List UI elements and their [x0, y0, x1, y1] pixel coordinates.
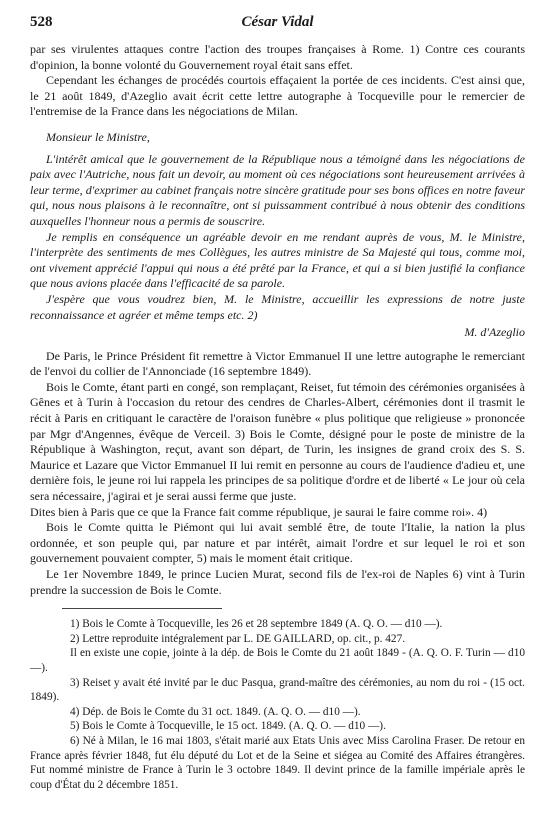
- footnote: 5) Bois le Comte à Tocqueville, le 15 oct. 1849. (A. Q. O. — d10 —).: [70, 720, 386, 733]
- footnote: Il en existe une copie, jointe à la dép. de Bois le Comte du 21 août 1849 - (A. Q. O. F. Turin — d10 —).: [30, 647, 525, 674]
- quoted-letter: [30, 152, 525, 324]
- footnote-divider: [62, 608, 222, 609]
- footnotes: [30, 617, 525, 792]
- letter-paragraph: L'intérêt amical que le gouvernement de la République nous a témoigné dans les négociations de paix avec l'Autriche, nous fait un devoir, au moment où ces négociations sont heureusement arrivées à leur terme, d'exprimer au cabinet français notre sincère gratitude pour ses bons offices en notre faveur qui, nous nous plaisons à le reconnaître, ont si puissamment contribué à nous obtenir des conditions auxquelles l'honneur nous a permis de souscrire.: [30, 151, 525, 228]
- main-text: [30, 42, 525, 598]
- paragraph: De Paris, le Prince Président fit remettre à Victor Emmanuel II une lettre autographe le remerciant de l'envoi du collier de l'Annonciade (16 septembre 1849).: [30, 348, 525, 379]
- paragraph: Le 1er Novembre 1849, le prince Lucien Murat, second fils de l'ex-roi de Naples 6) vint à Turin prendre la succession de Bois le Comte.: [30, 567, 525, 597]
- letter-signature: M. d'Azeglio: [464, 325, 525, 340]
- letter-paragraph: J'espère que vous voudrez bien, M. le Ministre, accueillir les expressions de notre juste reconnaissance et agréer et même temps etc. 2): [30, 291, 525, 322]
- footnote: 1) Bois le Comte à Tocqueville, les 26 et 28 septembre 1849 (A. Q. O. — d10 —).: [70, 618, 443, 631]
- running-title: César Vidal: [241, 14, 314, 30]
- footnote: 4) Dép. de Bois le Comte du 31 oct. 1849. (A. Q. O. — d10 —).: [70, 705, 361, 718]
- letter-salutation: Monsieur le Ministre,: [46, 129, 150, 144]
- footnote: 3) Reiset y avait été invité par le duc Pasqua, grand-maître des cérémonies, au nom du roi - (15 oct. 1849).: [30, 676, 525, 704]
- page-header: [30, 10, 525, 36]
- letter-paragraph: Je remplis en conséquence un agréable devoir en me rendant auprès de vous, M. le Ministre, l'interprète des sentiments de mes Collègues, les autres ministre de Sa Majesté qui tous, comme moi, ont vivement apprécié l'appui qui nous a été prêté par la France, et qui a si bien justifié la confiance que nous avions placée dans l'efficacité de sa parole.: [30, 229, 525, 291]
- paragraph: Cependant les échanges de procédés courtois effaçaient la portée de ces incidents. C'est ainsi que, le 21 août 1849, d'Azeglio avait écrit cette lettre autographe à Tocqueville pour le remercier de l'entremise de la France dans les négociations de Milan.: [30, 73, 525, 119]
- page-number: 528: [30, 14, 53, 30]
- paragraph: Dites bien à Paris que ce que la France fait comme république, je saurai le faire comme roi». 4): [30, 504, 488, 519]
- footnote: 2) Lettre reproduite intégralement par L. DE GAILLARD, op. cit., p. 427.: [70, 632, 406, 645]
- paragraph: Bois le Comte, étant parti en congé, son remplaçant, Reiset, fut témoin des cérémonies organisées à Gênes et à Turin à l'occasion du retour des cendres de Charles-Albert, cérémonies dont il trasmit le récit à Paris en critiquant le caractère de l'oraison funèbre « plus politique que religieuse » prononcée par Mgr d'Angennes, évêque de Verceil. 3) Bois le Comte, désigné pour le poste de ministre de la République à Washington, reçut, avant son départ, de Turin, les insignes de grand croix des S. S. Maurice et Lazare que Victor Emmanuel II lui remit en personne au cours de l'audience d'adieu et, une dernière fois, le jeune roi lui rappela les principes de sa politique d'ordre et de liberté « Le jour où cela sera nécessaire, j'agirai et je serai aussi ferme que juste.: [30, 379, 525, 504]
- paragraph: Bois le Comte quitta le Piémont qui lui avait semblé être, de toute l'Italie, la nation la plus ordonnée, et son peuple qui, par nature et par intérêt, aimait l'ordre et sur lequel le roi et son gouvernement pouvaient compter, 5) mais le moment était critique.: [30, 520, 525, 566]
- paragraph: par ses virulentes attaques contre l'action des troupes françaises à Rome. 1) Contre ces courants d'opinion, la bonne volonté du Gouvernement royal était sans effet.: [30, 42, 525, 72]
- book-page: [30, 10, 525, 792]
- footnote: 6) Né à Milan, le 16 mai 1803, s'était marié aux Etats Unis avec Miss Carolina Fraser. De retour en France après février 1848, fut élu député du Lot et de la Seine et siégea au Comité des Affaires étrangères. Fut nommé ministre de France à Turin le 3 octobre 1849. Il devint prince de la famille impériale après le coup d'État du 2 décembre 1851.: [30, 734, 525, 791]
